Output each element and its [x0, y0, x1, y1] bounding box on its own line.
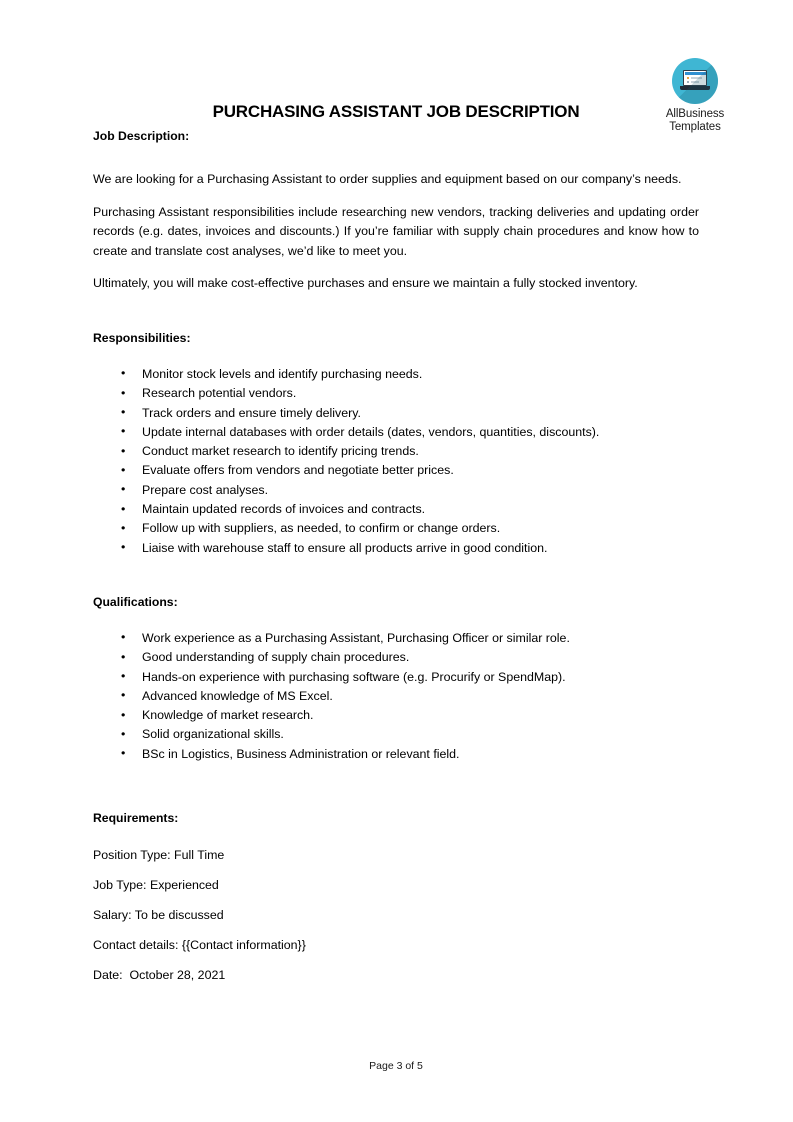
requirement-job-type: Job Type: Experienced	[93, 878, 219, 893]
list-item: • BSc in Logistics, Business Administration or relevant field.	[93, 745, 699, 764]
list-item: • Good understanding of supply chain procedures.	[93, 648, 699, 667]
logo-long-shadow	[672, 58, 718, 104]
responsibilities-list	[93, 365, 699, 558]
list-item: • Update internal databases with order details (dates, vendors, quantities, discounts).	[93, 423, 699, 442]
list-item: • Monitor stock levels and identify purchasing needs.	[93, 365, 699, 384]
list-item: • Liaise with warehouse staff to ensure all products arrive in good condition.	[93, 539, 699, 558]
logo-text-line-1: AllBusiness	[665, 108, 725, 120]
requirement-contact-details: Contact details: {{Contact information}}	[93, 938, 306, 953]
logo-text-line-2: Templates	[669, 121, 721, 133]
list-item: • Conduct market research to identify pricing trends.	[93, 442, 699, 461]
intro-paragraph-2: Purchasing Assistant responsibilities include researching new vendors, tracking deliveries and updating order records (e.g. dates, invoices and discounts.) If you’re familiar with supply chain procedures and know how to create and translate cost analyses, we’d like to meet you.	[93, 204, 699, 258]
requirement-position-type: Position Type: Full Time	[93, 848, 225, 863]
requirement-salary: Salary: To be discussed	[93, 908, 224, 923]
list-item: • Hands-on experience with purchasing software (e.g. Procurify or SpendMap).	[93, 668, 699, 687]
list-item: • Follow up with suppliers, as needed, to confirm or change orders.	[93, 519, 699, 538]
requirements-heading: Requirements:	[93, 811, 179, 826]
list-item: • Research potential vendors.	[93, 384, 699, 403]
list-item: • Track orders and ensure timely delivery.	[93, 404, 699, 423]
responsibilities-heading: Responsibilities:	[93, 330, 191, 345]
qualifications-list	[93, 629, 699, 764]
intro-paragraph-1: We are looking for a Purchasing Assistant to order supplies and equipment based on our company’s needs.	[93, 172, 682, 186]
list-item: • Work experience as a Purchasing Assistant, Purchasing Officer or similar role.	[93, 629, 699, 648]
requirement-date: Date: October 28, 2021	[93, 968, 226, 983]
page-footer: Page 3 of 5	[369, 1060, 423, 1072]
list-item: • Evaluate offers from vendors and negotiate better prices.	[93, 461, 699, 480]
intro-paragraph-3: Ultimately, you will make cost-effective purchases and ensure we maintain a fully stocked inventory.	[93, 276, 638, 291]
list-item: • Solid organizational skills.	[93, 725, 699, 744]
list-item: • Knowledge of market research.	[93, 706, 699, 725]
job-description-heading: Job Description:	[93, 129, 190, 143]
allbusiness-templates-logo	[655, 58, 735, 134]
logo-circle	[672, 58, 718, 104]
page-title: PURCHASING ASSISTANT JOB DESCRIPTION	[212, 102, 580, 121]
qualifications-heading: Qualifications:	[93, 594, 178, 609]
document-body	[93, 128, 699, 990]
list-item: • Advanced knowledge of MS Excel.	[93, 687, 699, 706]
list-item: • Prepare cost analyses.	[93, 481, 699, 500]
list-item: • Maintain updated records of invoices and contracts.	[93, 500, 699, 519]
